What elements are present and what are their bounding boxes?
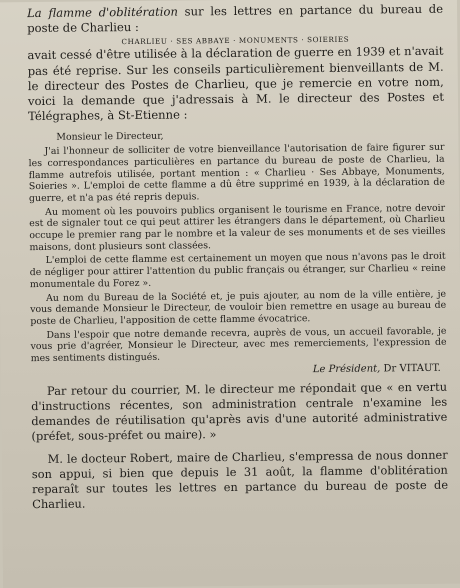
- intro-italic-lead: La flamme d'oblitération: [26, 4, 178, 21]
- letter-paragraph: Au nom du Bureau de la Société et, je puis ajouter, au nom de la ville entière, je vous demande Monsieur le Directeur, de vouloir bien remettre en usage au bureau de poste de Charlieu, l'apposition de cette flamme évocatrice.: [30, 288, 447, 328]
- intro-line1-rest: sur les lettres en partance du bureau de poste de Charlieu :: [27, 1, 444, 36]
- letter-paragraph: J'ai l'honneur de solliciter de votre bienveillance l'autorisation de faire figurer sur les correspondances particulières en partance du bureau de poste de Charlieu, la flamme autrefois utilisée, portant mention : « Charlieu · Ses Abbaye, Monuments, Soieries ». L'emploi de cette flamme a dû être supprimé en 1939, à la déclaration de guerre, et n'a pas été repris depuis.: [28, 141, 445, 205]
- signature-name: Dr VITAUT.: [383, 362, 441, 375]
- signature-role: Le Président,: [312, 363, 381, 375]
- letter-paragraph: Dans l'espoir que notre demande recevra, auprès de vous, un accueil favorable, je vous prie d'agréer, Monsieur le Directeur, avec mes remerciements, l'expression de mes sentiments distingués.: [30, 325, 447, 365]
- letter-signature: [31, 363, 441, 378]
- flamme-subtitle: CHARLIEU · SES ABBAYE · MONUMENTS · SOIERIES: [121, 35, 350, 47]
- letter-salutation: Monsieur le Directeur,: [56, 131, 164, 144]
- closing-paragraph: Par retour du courrier, M. le directeur me répondait que « en vertu d'instructions récentes, son administration centrale n'examine les demandes de réutilisation qu'après avis d'une autorité administrative (préfet, sous-préfet ou maire). »: [31, 379, 448, 443]
- letter-paragraph: Au moment où les pouvoirs publics organisent le tourisme en France, notre devoir est de signaler tout ce qui peut attirer les étrangers dans le département, où Charlieu occupe le premier rang par le nombre et la valeur de ses monuments et de ses vieilles maisons, dont plusieurs sont classées.: [29, 202, 446, 253]
- intro-heading: [27, 2, 443, 37]
- letter-paragraph: L'emploi de cette flamme est certainement un moyen que nous n'avons pas le droit de négliger pour attirer l'attention du public français ou étranger, sur Charlieu « reine monumentale du Forez ».: [29, 251, 446, 290]
- intro-paragraph: avait cessé d'être utilisée à la déclaration de guerre en 1939 et n'avait pas été reprise. Sur les conseils particulièrement bienveillants de M. le directeur des Postes de Charlieu, que je remercie en votre nom, voici la demande que j'adressais à M. le directeur des Postes et Télégraphes, à St-Etienne :: [27, 44, 445, 124]
- closing-paragraph: M. le docteur Robert, maire de Charlieu, s'empressa de nous donner son appui, si bien que depuis le 31 août, la flamme d'oblitération reparaît sur toutes les lettres en partance du bureau de poste de Charlieu.: [31, 447, 449, 511]
